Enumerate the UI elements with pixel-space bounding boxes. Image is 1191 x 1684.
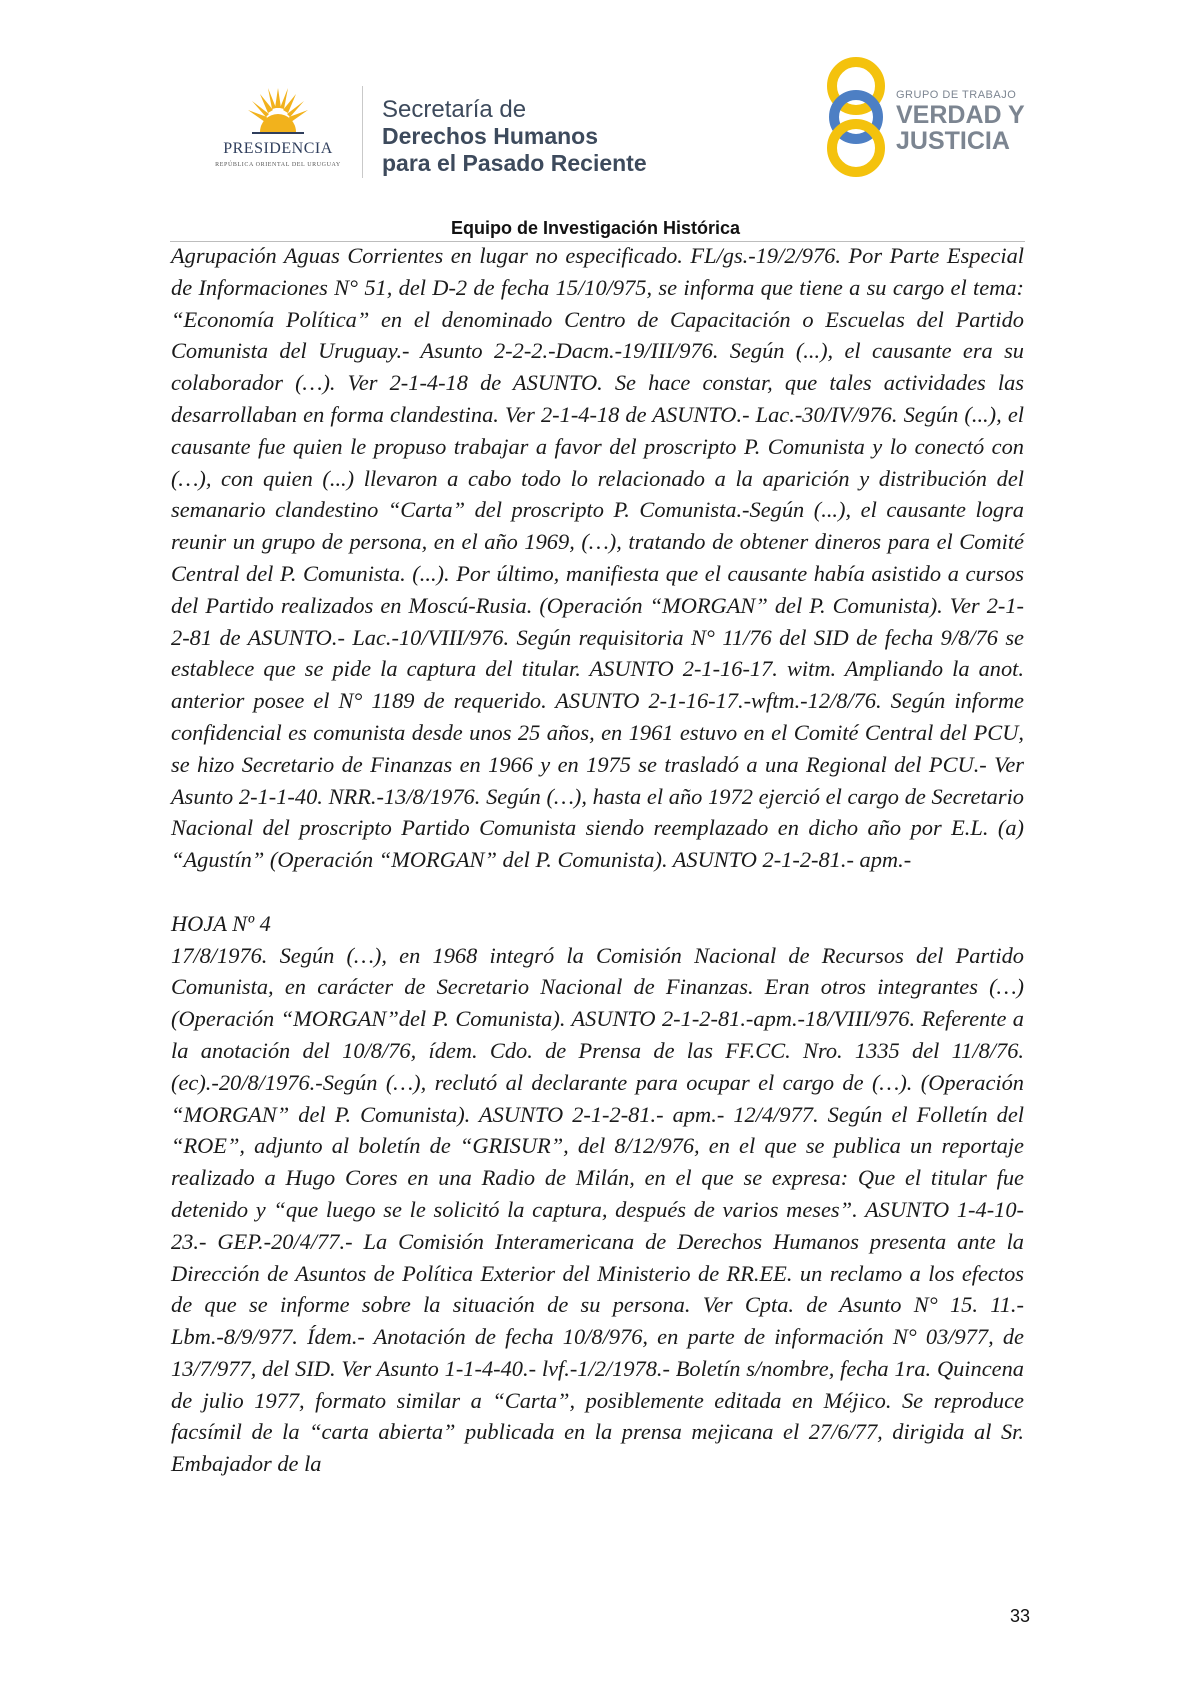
letterhead-divider: [362, 86, 363, 178]
body-paragraph: Agrupación Aguas Corrientes en lugar no especificado. FL/gs.-19/2/976. Por Parte Especial de Informaciones N° 51, del D-2 de fecha 15/10/975, se informa que tiene a su cargo el tema: “Economía Política” en el denominado Centro de Capacitación o Escuelas del Partido Comunista del Uruguay.- Asunto 2-2-2.-Dacm.-19/III/976. Según (...), el causante era su colaborador (…). Ver 2-1-4-18 de ASUNTO. Se hace constar, que tales actividades las desarrollaban en forma clandestina. Ver 2-1-4-18 de ASUNTO.- Lac.-30/IV/976. Según (...), el causante fue quien le propuso trabajar a favor del proscripto P. Comunista y lo conectó con (…), con quien (...) llevaron a cabo todo lo relacionado a la aparición y distribución del semanario clandestino “Carta” del proscripto P. Comunista.-Según (...), el causante logra reunir un grupo de persona, en el año 1969, (…), tratando de obtener dineros para el Comité Central del P. Comunista. (...). Por último, manifiesta que el causante había asistido a cursos del Partido realizados en Moscú-Rusia. (Operación “MORGAN” del P. Comunista). Ver 2-1-2-81 de ASUNTO.- Lac.-10/VIII/976. Según requisitoria N° 11/76 del SID de fecha 9/8/76 se establece que se pide la captura del titular. ASUNTO 2-1-16-17. witm. Ampliando la anot. anterior posee el N° 1189 de requerido. ASUNTO 2-1-16-17.-wftm.-12/8/76. Según informe confidencial es comunista desde unos 25 años, en 1961 estuvo en el Comité Central del PCU, se hizo Secretario de Finanzas en 1966 y en 1975 se trasladó a una Regional del PCU.- Ver Asunto 2-1-1-40. NRR.-13/8/1976. Según (…), hasta el año 1972 ejerció el cargo de Secretario Nacional del proscripto Partido Comunista siendo reemplazado en dicho año por E.L. (a) “Agustín” (Operación “MORGAN” del P. Comunista). ASUNTO 2-1-2-81.- apm.-: [171, 243, 1024, 873]
presidencia-wordmark: PRESIDENCIA: [223, 140, 333, 157]
document-body: [171, 240, 1024, 1480]
gtvj-line-2: VERDAD Y: [896, 101, 1025, 129]
secretaria-line-2: Derechos Humanos: [382, 123, 599, 149]
secretaria-line-1: Secretaría de: [382, 96, 527, 123]
presidencia-logo: [208, 86, 348, 176]
body-paragraph: 17/8/1976. Según (…), en 1968 integró la Comisión Nacional de Recursos del Partido Comunista, en carácter de Secretario Nacional de Finanzas. Eran otros integrantes (…) (Operación “MORGAN”del P. Comunista). ASUNTO 2-1-2-81.-apm.-18/VIII/976. Referente a la anotación del 10/8/76, ídem. Cdo. de Prensa de las FF.CC. Nro. 1335 del 11/8/76. (ec).-20/8/1976.-Según (…), reclutó al declarante para ocupar el cargo de (…). (Operación “MORGAN” del P. Comunista). ASUNTO 2-1-2-81.- apm.- 12/4/977. Según el Folletín del “ROE”, adjunto al boletín de “GRISUR”, del 8/12/976, en el que se publica un reportaje realizado a Hugo Cores en una Radio de Milán, en el que se expresa: Que el titular fue detenido y “que luego se le solicitó la captura, después de varios meses”. ASUNTO 1-4-10-23.- GEP.-20/4/77.- La Comisión Interamericana de Derechos Humanos presenta ante la Dirección de Asuntos de Política Exterior del Ministerio de RR.EE. un reclamo a los efectos de que se informe sobre la situación de su persona. Ver Cpta. de Asunto N° 15. 11.- Lbm.-8/9/977. Ídem.- Anotación de fecha 10/8/976, en parte de información N° 03/977, de 13/7/977, del SID. Ver Asunto 1-1-4-40.- lvf.-1/2/1978.- Boletín s/nombre, fecha 1ra. Quincena de julio 1977, formato similar a “Carta”, posiblemente editada en Méjico. Se reproduce facsímil de la “carta abierta” publicada en la prensa mejicana el 27/6/77, dirigida al Sr. Embajador de la: [171, 942, 1024, 1477]
gtvj-line-1: GRUPO DE TRABAJO: [896, 89, 1017, 101]
page-number: 33: [1009, 1606, 1030, 1626]
secretaria-logotype: [382, 96, 647, 177]
secretaria-line-3: para el Pasado Reciente: [382, 150, 647, 176]
verdad-justicia-rings-icon: [820, 56, 892, 178]
presidencia-subtitle: REPÚBLICA ORIENTAL DEL URUGUAY: [215, 162, 341, 168]
verdad-justicia-logotype: [896, 88, 1025, 154]
sun-emblem-icon: [246, 86, 310, 140]
sheet-title: HOJA Nº 4: [171, 910, 271, 936]
gtvj-line-3: JUSTICIA: [896, 127, 1010, 155]
team-header: Equipo de Investigación Histórica: [450, 218, 741, 238]
